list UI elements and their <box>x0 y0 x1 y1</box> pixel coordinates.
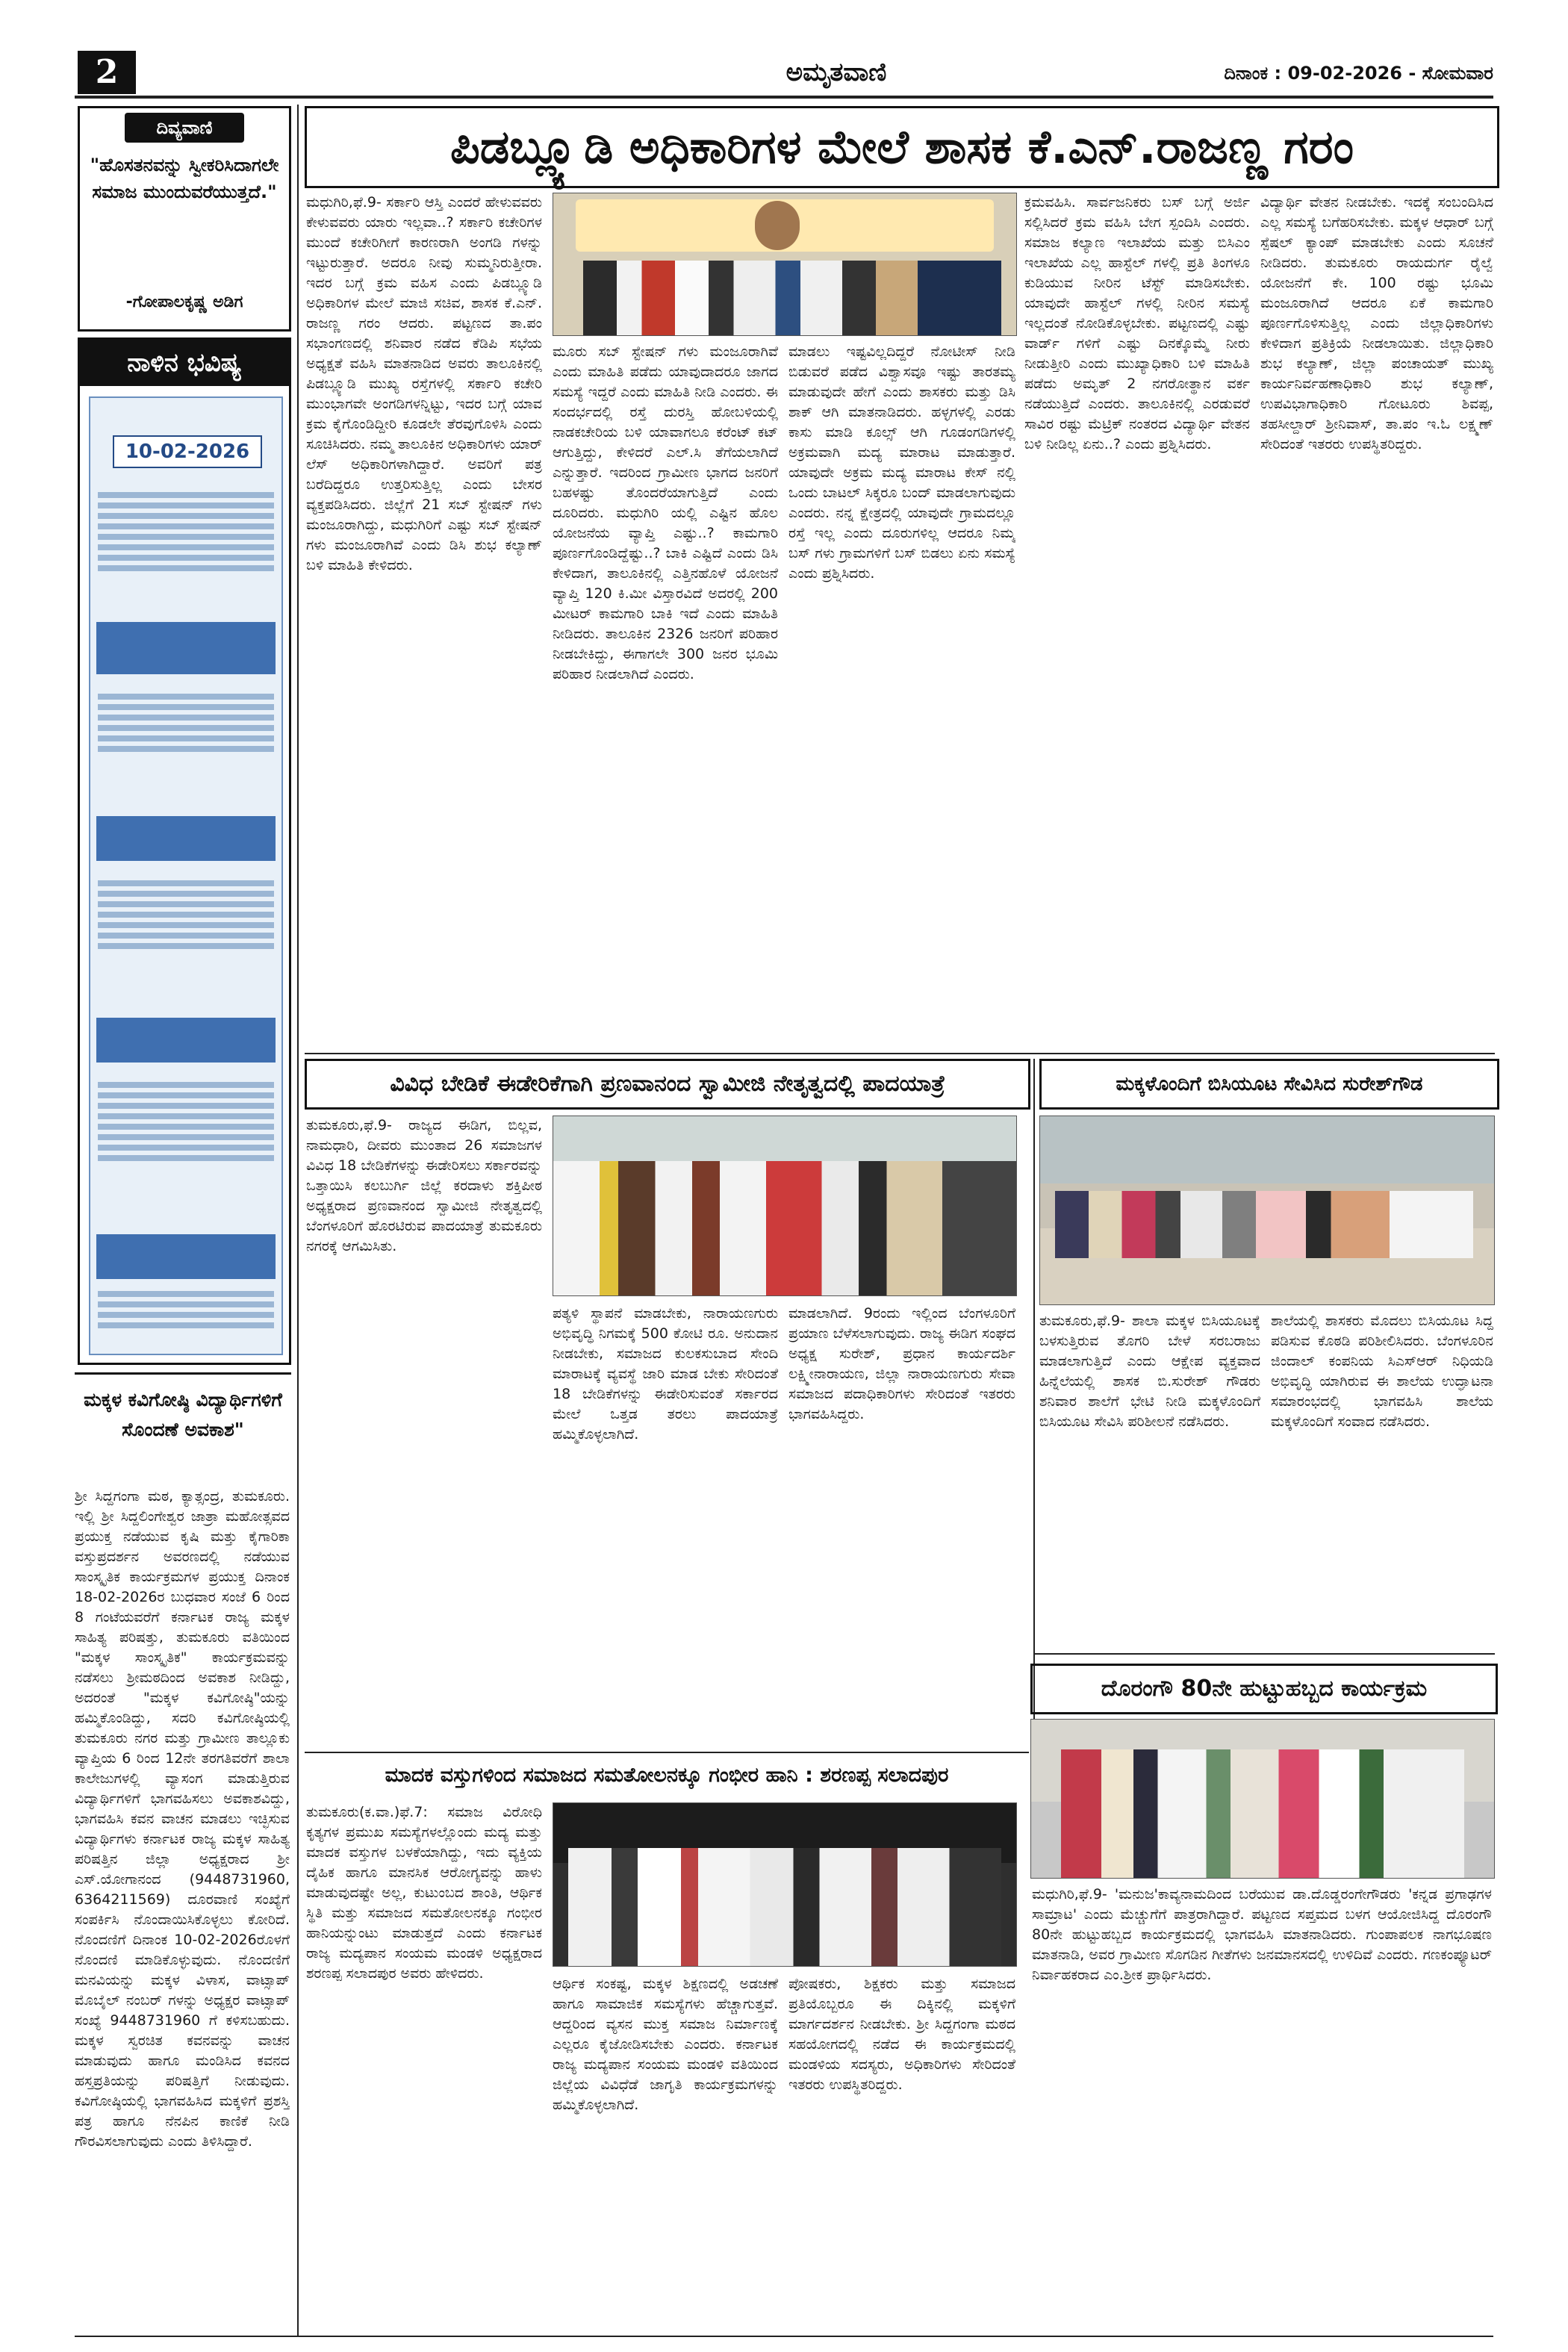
page-bottom-rule <box>75 2336 1493 2337</box>
quote-header: ದಿವ್ಯವಾಣಿ <box>125 113 244 143</box>
story4-photo-people <box>568 1848 1001 1966</box>
main-col-1: ಮಧುಗಿರಿ,ಫೆ.9- ಸರ್ಕಾರಿ ಆಸ್ತಿ ಎಂದರೆ ಹೇಳುವವರು ಕೇಳುವವರು ಯಾರು ಇಲ್ಲವಾ..? ಸರ್ಕಾರಿ ಕಚೇರಿಗಳ ಮುಂದೆ ಕಚೇರಿಗೀಗೆ ಕಾರಣರಾಗಿ ಅಂಗಡಿ ಗಳನ್ನು ಇಟ್ಟುರುತ್ತಾರೆ. ಅದರೂ ನೀವು ಸುಮ್ಮನಿರುತ್ತೀರಾ. ಇದರ ಬಗ್ಗೆ ಕ್ರಮ ವಹಿಸ ಎಂದು ಪಿಡಬ್ಲ್ಯೂಡಿ ಅಧಿಕಾರಿಗಳ ಮೇಲೆ ಮಾಜಿ ಸಚಿವ, ಶಾಸಕ ಕೆ.ಎನ್. ರಾಜಣ್ಣ ಗರಂ ಆದರು. ಪಟ್ಟಣದ ತಾ.ಪಂ ಸಭಾಂಗಣದಲ್ಲಿ ಶನಿವಾರ ನಡೆದ ಕೆಡಿಪಿ ಸಭೆಯ ಅಧ್ಯಕ್ಷತೆ ವಹಿಸಿ ಮಾತನಾಡಿದ ಅವರು ತಾಲೂಕಿನಲ್ಲಿ ಪಿಡಬ್ಲ್ಯೂಡಿ ಮುಖ್ಯ ರಸ್ತೆಗಳಲ್ಲಿ ಸರ್ಕಾರಿ ಕಚೇರಿ ಮುಂಭಾಗವೇ ಅಂಗಡಿಗಳನ್ನಿಟ್ಟು, ಇದರ ಬಗ್ಗೆ ಯಾವ ಕ್ರಮ ಕೈಗೊಂಡಿದ್ದೀರಿ ಕೂಡಲೇ ತೆರವುಗೊಳಿಸಿ ಎಂದು ಸೂಚಿಸಿದರು. ನಮ್ಮ ತಾಲೂಕಿನ ಅಧಿಕಾರಿಗಳು ಯಾರ್ ಲೆಸ್ ಅಧಿಕಾರಿಗಳಾಗಿದ್ದಾರೆ. ಅವರಿಗೆ ಪತ್ರ ಬರೆದಿದ್ದರೂ ಉತ್ತರಿಸುತ್ತಿಲ್ಲ ಎಂದು ಬೇಸರ ವ್ಯಕ್ತಪಡಿಸಿದರು. ಜಿಲ್ಲೆಗೆ 21 ಸಬ್ ಸ್ಟೇಷನ್ ಗಳು ಮಂಜೂರಾಗಿದ್ದು, ಮಧುಗಿರಿಗೆ ಎಷ್ಟು ಸಬ್ ಸ್ಟೇಷನ್ ಗಳು ಮಂಜೂರಾಗಿವೆ ಎಂದು ಡಿಸಿ ಶುಭ ಕಲ್ಯಾಣ್ ಬಳಿ ಮಾಹಿತಿ ಕೇಳಿದರು. <box>306 194 542 573</box>
paper-name: ಅಮೃತವಾಣಿ <box>785 57 887 87</box>
story2-photo-crowd <box>553 1161 1016 1295</box>
kids-headline: ಮಕ್ಕಳ ಕವಿಗೋಷ್ಠಿ ವಿದ್ಯಾರ್ಥಿಗಳಿಗೆ ಸೊಂದಣೆ ಅವಕಾಶ" <box>84 1389 282 1440</box>
story2-col-3: ಮಾಡಲಾಗಿದೆ. 9ರಂದು ಇಲ್ಲಿಂದ ಬೆಂಗಳೂರಿಗೆ ಪ್ರಯಾಣ ಬೆಳೆಸಲಾಗುವುದು. ರಾಜ್ಯ ಈಡಿಗ ಸಂಘದ ಅಧ್ಯಕ್ಷ ಸುರೇಶ್, ಪ್ರಧಾನ ಕಾರ್ಯದರ್ಶಿ ಲಕ್ಷ್ಮೀನಾರಾಯಣ, ಜಿಲ್ಲಾ ನಾರಾಯಣಗುರು ಸೇವಾ ಸಮಾಜದ ಪದಾಧಿಕಾರಿಗಳು ಸೇರಿದಂತೆ ಇತರರು ಭಾಗವಹಿಸಿದ್ದರು. <box>788 1305 1015 1422</box>
horoscope-band-2 <box>96 816 276 861</box>
main-col-2: ಮೂರು ಸಬ್ ಸ್ಟೇಷನ್ ಗಳು ಮಂಜೂರಾಗಿವೆ ಎಂದು ಮಾಹಿತಿ ಪಡೆದು ಯಾವುದಾದರೂ ಜಾಗದ ಸಮಸ್ಯೆ ಇದ್ದರೆ ಎಂದು ಮಾಹಿತಿ ನೀಡಿ ಎಂದರು. ಈ ಸಂದರ್ಭದಲ್ಲಿ ರಸ್ತೆ ದುರಸ್ತಿ ಹೋಬಳಿಯಲ್ಲಿ ನಾಡಕಚೇರಿಯ ಬಳಿ ಯಾವಾಗಲೂ ಕರೆಂಟ್ ಕಟ್ ಆಗುತ್ತಿದ್ದು, ಕೇಳಿದರೆ ಎಲ್.ಸಿ ತೆಗೆಯಲಾಗಿದೆ ಎನ್ನುತ್ತಾರೆ. ಇದರಿಂದ ಗ್ರಾಮೀಣ ಭಾಗದ ಜನರಿಗೆ ಬಹಳಷ್ಟು ತೊಂದರೆಯಾಗುತ್ತಿದೆ ಎಂದು ದೂರಿದರು. ಮಧುಗಿರಿ ಯಲ್ಲಿ ಎಷ್ಟಿನ ಹೊಲ ಯೋಜನೆಯ ವ್ಯಾಪ್ತಿ ಎಷ್ಟು..? ಕಾಮಗಾರಿ ಪೂರ್ಣಗೊಂಡಿದ್ದೆಷ್ಟು..? ಬಾಕಿ ಎಷ್ಟಿದೆ ಎಂದು ಡಿಸಿ ಕೇಳಿದಾಗ, ತಾಲೂಕಿನಲ್ಲಿ ಎತ್ತಿನಹೊಳೆ ಯೋಜನೆ ವ್ಯಾಪ್ತಿ 120 ಕಿ.ಮೀ ವಿಸ್ತಾರವಿದೆ ಅದರಲ್ಲಿ 200 ಮೀಟರ್ ಕಾಮಗಾರಿ ಬಾಕಿ ಇದೆ ಎಂದು ಮಾಹಿತಿ ನೀಡಿದರು. ತಾಲೂಕಿನ 2326 ಜನರಿಗೆ ಪರಿಹಾರ ನೀಡಬೇಕಿದ್ದು, ಈಗಾಗಲೇ 300 ಜನರ ಭೂಮಿ ಪರಿಹಾರ ನೀಡಲಾಗಿದೆ ಎಂದರು. <box>553 343 778 682</box>
sidebar-divider <box>297 105 299 2337</box>
story4-top-rule <box>305 1752 1029 1753</box>
story5-headline-box <box>1030 1664 1498 1714</box>
story4-photo <box>553 1802 1017 1967</box>
date-line: ದಿನಾಂಕ : 09-02-2026 - ಸೋಮವಾರ <box>1224 63 1493 84</box>
main-headline: ಪಿಡಬ್ಲ್ಯೂಡಿ ಅಧಿಕಾರಿಗಳ ಮೇಲೆ ಶಾಸಕ ಕೆ.ಎನ್.ರಾಜಣ್ಣ ಗರಂ <box>449 119 1354 174</box>
story3-headline-box <box>1039 1059 1499 1110</box>
story3-headline: ಮಕ್ಕಳೊಂದಿಗೆ ಬಿಸಿಯೂಟ ಸೇವಿಸಿದ ಸುರೇಶ್‌ಗೌಡ <box>1116 1073 1423 1095</box>
main-photo <box>553 193 1017 336</box>
masthead <box>75 51 1493 96</box>
masthead-rule <box>75 96 1493 99</box>
story4-col-2: ಆರ್ಥಿಕ ಸಂಕಷ್ಟ, ಮಕ್ಕಳ ಶಿಕ್ಷಣದಲ್ಲಿ ಅಡಚಣೆ ಹಾಗೂ ಸಾಮಾಜಿಕ ಸಮಸ್ಯೆಗಳು ಹೆಚ್ಚಾಗುತ್ತವೆ. ಆದ್ದರಿಂದ ವ್ಯಸನ ಮುಕ್ತ ಸಮಾಜ ನಿರ್ಮಾಣಕ್ಕೆ ಎಲ್ಲರೂ ಕೈಜೋಡಿಸಬೇಕು ಎಂದರು. ಕರ್ನಾಟಕ ರಾಜ್ಯ ಮದ್ಯಪಾನ ಸಂಯಮ ಮಂಡಳಿ ವತಿಯಿಂದ ಜಿಲ್ಲೆಯ ವಿವಿಧೆಡೆ ಜಾಗೃತಿ ಕಾರ್ಯಕ್ರಮಗಳನ್ನು ಹಮ್ಮಿಕೊಳ್ಳಲಾಗಿದೆ. <box>553 1976 778 2113</box>
horoscope-band-3 <box>96 1018 276 1063</box>
horoscope-date: 10-02-2026 <box>113 435 262 468</box>
horoscope-band-4 <box>96 1234 276 1279</box>
story3-col-2: ಶಾಲೆಯಲ್ಲಿ ಶಾಸಕರು ಮೊದಲು ಬಿಸಿಯೂಟ ಸಿದ್ದ ಪಡಿಸುವ ಕೊಠಡಿ ಪರಿಶೀಲಿಸಿದರು. ಬೆಂಗಳೂರಿನ ಜಿಂದಾಲ್ ಕಂಪನಿಯ ಸಿಎಸ್ಆರ್ ನಿಧಿಯಡಿ ಅಭಿವೃದ್ಧಿ ಯಾಗಿರುವ ಈ ಶಾಲೆಯ ಉದ್ಘಾಟನಾ ಸಮಾರಂಭದಲ್ಲಿ ಭಾಗವಹಿಸಿ ಶಾಲೆಯ ಮಕ್ಕಳೊಂದಿಗೆ ಸಂವಾದ ನಡೆಸಿದರು. <box>1271 1313 1493 1430</box>
horoscope-lines-1 <box>90 488 281 576</box>
story2-divider <box>1033 1059 1035 1761</box>
main-story-bottom-rule <box>305 1053 1495 1054</box>
main-headline-box <box>305 106 1499 188</box>
main-col-5: ವಿದ್ಯಾರ್ಥಿ ವೇತನ ನೀಡಬೇಕು. ಇದಕ್ಕೆ ಸಂಬಂದಿಸಿದ ಎಲ್ಲ ಸಮಸ್ಯೆ ಬಗೆಹರಿಸಬೇಕು. ಮಕ್ಕಳ ಆಧಾರ್ ಬಗ್ಗೆ ಸ್ಪೆಷಲ್ ಕ್ಯಾಂಪ್ ಮಾಡಬೇಕು ಎಂದು ಸೂಚನೆ ನೀಡಿದರು. ತುಮಕೂರು ರಾಯದುರ್ಗ ರೈಲ್ವೆ ಯೋಜನೆಗೆ ಕೇ. 100 ರಷ್ಟು ಭೂಮಿ ಮಂಜೂರಾಗಿದೆ ಆದರೂ ಏಕೆ ಕಾಮಗಾರಿ ಪೂರ್ಣಗೊಳಿಸುತ್ತಿಲ್ಲ ಎಂದು ಜಿಲ್ಲಾಧಿಕಾರಿಗಳು ಕೇಳಿದಾಗ ಪ್ರತಿಕ್ರಿಯೆ ನೀಡಲಾಯಿತು. ಜಿಲ್ಲಾಧಿಕಾರಿ ಶುಭ ಕಲ್ಯಾಣ್, ಜಿಲ್ಲಾ ಪಂಚಾಯತ್ ಮುಖ್ಯ ಕಾರ್ಯನಿರ್ವಹಣಾಧಿಕಾರಿ ಶುಭ ಕಲ್ಯಾಣ್, ಉಪವಿಭಾಗಾಧಿಕಾರಿ ಗೋಟೂರು ಶಿವಪ್ಪ, ತಹಸೀಲ್ದಾರ್ ಶ್ರೀನಿವಾಸ್, ತಾ.ಪಂ ಇ.ಓ ಲಕ್ಷ್ಮಣ್ ಸೇರಿದಂತೆ ಇತರರು ಉಪಸ್ಥಿತರಿದ್ದರು. <box>1260 194 1493 452</box>
quote-box <box>78 106 291 332</box>
story5-headline: ದೊರಂಗೌ 80ನೇ ಹುಟ್ಟುಹಬ್ಬದ ಕಾರ್ಯಕ್ರಮ <box>1101 1676 1428 1702</box>
horoscope-panel <box>89 396 283 1355</box>
story3-bottom-rule <box>1033 1653 1495 1655</box>
story3-photo <box>1039 1116 1495 1305</box>
story5-photo-people <box>1061 1749 1464 1878</box>
story2-headline-box <box>305 1059 1030 1110</box>
story2-col-2: ಪತ್ಯಳಿ ಸ್ಥಾಪನೆ ಮಾಡಬೇಕು, ನಾರಾಯಣಗುರು ಅಭಿವೃದ್ಧಿ ನಿಗಮಕ್ಕೆ 500 ಕೋಟಿ ರೂ. ಅನುದಾನ ನೀಡಬೇಕು, ಸಮಾಜದ ಕುಲಕಸುಬಾದ ಸೇಂದಿ ಮಾರಾಟಕ್ಕೆ ವ್ಯವಸ್ಥೆ ಜಾರಿ ಮಾಡ ಬೇಕು ಸೇರಿದಂತೆ 18 ಬೇಡಿಕೆಗಳನ್ನು ಈಡೇರಿಸುವಂತೆ ಸರ್ಕಾರದ ಮೇಲೆ ಒತ್ತಡ ತರಲು ಪಾದಯಾತ್ರೆ ಹಮ್ಮಿಕೊಳ್ಳಲಾಗಿದೆ. <box>553 1305 778 1443</box>
kids-body: ಶ್ರೀ ಸಿದ್ದಗಂಗಾ ಮಠ, ಕ್ಯಾತ್ಸಂದ್ರ, ತುಮಕೂರು. ಇಲ್ಲಿ ಶ್ರೀ ಸಿದ್ದಲಿಂಗೇಶ್ವರ ಜಾತ್ರಾ ಮಹೋತ್ಸವದ ಪ್ರಯುಕ್ತ ನಡೆಯುವ ಕೃಷಿ ಮತ್ತು ಕೈಗಾರಿಕಾ ವಸ್ತುಪ್ರದರ್ಶನ ಅವರಣದಲ್ಲಿ ನಡೆಯುವ ಸಾಂಸ್ಕೃತಿಕ ಕಾರ್ಯಕ್ರಮಗಳ ಪ್ರಯುಕ್ತ ದಿನಾಂಕ 18-02-2026ರ ಬುಧವಾರ ಸಂಜೆ 6 ರಿಂದ 8 ಗಂಟೆಯವರೆಗೆ ಕರ್ನಾಟಕ ರಾಜ್ಯ ಮಕ್ಕಳ ಸಾಹಿತ್ಯ ಪರಿಷತ್ತು, ತುಮಕೂರು ವತಿಯಿಂದ "ಮಕ್ಕಳ ಸಾಂಸ್ಕೃತಿಕ" ಕಾರ್ಯಕ್ರಮವನ್ನು ನಡೆಸಲು ಶ್ರೀಮಠದಿಂದ ಅವಕಾಶ ನೀಡಿದ್ದು, ಅದರಂತೆ "ಮಕ್ಕಳ ಕವಿಗೋಷ್ಠಿ"ಯನ್ನು ಹಮ್ಮಿಕೊಂಡಿದ್ದು, ಸದರಿ ಕವಿಗೋಷ್ಠಿಯಲ್ಲಿ ತುಮಕೂರು ನಗರ ಮತ್ತು ಗ್ರಾಮೀಣ ತಾಲ್ಲೂಕು ವ್ಯಾಪ್ತಿಯ 6 ರಿಂದ 12ನೇ ತರಗತಿವರೆಗೆ ಶಾಲಾ ಕಾಲೇಜುಗಳಲ್ಲಿ ವ್ಯಾಸಂಗ ಮಾಡುತ್ತಿರುವ ವಿದ್ಯಾರ್ಥಿಗಳಿಗೆ ಭಾಗವಹಿಸಲು ಅವಕಾಶವಿದ್ದು, ಭಾಗವಹಿಸಿ ಕವನ ವಾಚನ ಮಾಡಲು ಇಚ್ಛಿಸುವ ವಿದ್ಯಾರ್ಥಿಗಳು ಕರ್ನಾಟಕ ರಾಜ್ಯ ಮಕ್ಕಳ ಸಾಹಿತ್ಯ ಪರಿಷತ್ತಿನ ಜಿಲ್ಲಾ ಅಧ್ಯಕ್ಷರಾದ ಶ್ರೀ ಎಸ್.ಯೋಗಾನಂದ (9448731960, 6364211569) ದೂರವಾಣಿ ಸಂಖ್ಯೆಗೆ ಸಂಪರ್ಕಿಸಿ ನೊಂದಾಯಿಸಿಕೊಳ್ಳಲು ಕೋರಿದೆ. ನೊಂದಣಿಗೆ ದಿನಾಂಕ 10-02-2026ರೊಳಗೆ ನೊಂದಣಿ ಮಾಡಿಕೊಳ್ಳುವುದು. ನೊಂದಣಿಗೆ ಮನವಿಯನ್ನು ಮಕ್ಕಳ ವಿಳಾಸ, ವಾಟ್ಸಾಪ್ ಮೊಬೈಲ್ ನಂಬರ್ ಗಳನ್ನು ಅಧ್ಯಕ್ಷರ ವಾಟ್ಸಾಪ್ ಸಂಖ್ಯೆ 9448731960 ಗೆ ಕಳಿಸಬಹುದು. ಮಕ್ಕಳ ಸ್ವರಚಿತ ಕವನವನ್ನು ವಾಚನ ಮಾಡುವುದು ಹಾಗೂ ಮಂಡಿಸಿದ ಕವನದ ಹಸ್ತಪ್ರತಿಯನ್ನು ಪರಿಷತ್ತಿಗೆ ನೀಡುವುದು. ಕವಿಗೋಷ್ಠಿಯಲ್ಲಿ ಭಾಗವಹಿಸಿದ ಮಕ್ಕಳಿಗೆ ಪ್ರಶಸ್ತಿ ಪತ್ರ ಹಾಗೂ ನೆನಪಿನ ಕಾಣಿಕೆ ನೀಡಿ ಗೌರವಿಸಲಾಗುವುದು ಎಂದು ತಿಳಿಸಿದ್ದಾರೆ. <box>75 1488 290 2150</box>
main-col-3: ಮಾಡಲು ಇಷ್ಟವಿಲ್ಲದಿದ್ದರೆ ನೋಟೀಸ್ ನೀಡಿ ಬಿಡುವರೆ ಪಡೆದ ವಿಶ್ವಾಸವೂ ಇಷ್ಟು ತಾರತಮ್ಯ ಮಾಡುವುದೇ ಹೇಗೆ ಎಂದು ಶಾಸಕರು ಮತ್ತು ಡಿಸಿ ಶಾಕ್ ಆಗಿ ಮಾತನಾಡಿದರು. ಹಳ್ಳಗಳಲ್ಲಿ ಎರಡು ಕಾಸು ಮಾಡಿ ಕೂಲ್ಸ್ ಆಗಿ ಗೂಡಂಗಡಿಗಳಲ್ಲಿ ಅಕ್ರಮವಾಗಿ ಮದ್ಯ ಮಾರಾಟ ಮಾಡುತ್ತಾರೆ. ಯಾವುದೇ ಅಕ್ರಮ ಮದ್ಯ ಮಾರಾಟ ಕೇಸ್ ನಲ್ಲಿ ಒಂದು ಬಾಟಲ್ ಸಿಕ್ಕರೂ ಬಂದ್ ಮಾಡಲಾಗುವುದು ಎಂದರು. ನನ್ನ ಕ್ಷೇತ್ರದಲ್ಲಿ ಯಾವುದೇ ಗ್ರಾಮದಲ್ಲೂ ರಸ್ತೆ ಇಲ್ಲ ಎಂದು ದೂರುಗಳಿಲ್ಲ ಆದರೂ ನಿಮ್ಮ ಬಸ್ ಗಳು ಗ್ರಾಮಗಳಿಗೆ ಬಸ್ ಬಿಡಲು ಏನು ಸಮಸ್ಯೆ ಎಂದು ಪ್ರಶ್ನಿಸಿದರು. <box>788 343 1015 582</box>
story4-headline: ಮಾದಕ ವಸ್ತುಗಳಿಂದ ಸಮಾಜದ ಸಮತೋಲನಕ್ಕೂ ಗಂಭೀರ ಹಾನಿ : ಶರಣಪ್ಪ ಸಲಾದಪುರ <box>385 1764 949 1787</box>
story4-col-3: ಪೋಷಕರು, ಶಿಕ್ಷಕರು ಮತ್ತು ಸಮಾಜದ ಪ್ರತಿಯೊಬ್ಬರೂ ಈ ದಿಕ್ಕಿನಲ್ಲಿ ಮಕ್ಕಳಿಗೆ ಮಾರ್ಗದರ್ಶನ ನೀಡಬೇಕು. ಶ್ರೀ ಸಿದ್ದಗಂಗಾ ಮಠದ ಸಹಯೋಗದಲ್ಲಿ ನಡೆದ ಈ ಕಾರ್ಯಕ್ರಮದಲ್ಲಿ ಮಂಡಳಿಯ ಸದಸ್ಯರು, ಅಧಿಕಾರಿಗಳು ಸೇರಿದಂತೆ ಇತರರು ಉಪಸ್ಥಿತರಿದ್ದರು. <box>788 1976 1015 2093</box>
horoscope-lines-2 <box>90 689 281 756</box>
horoscope-lines-3 <box>90 876 281 953</box>
main-photo-portrait <box>755 201 800 250</box>
horoscope-band-1 <box>96 622 276 674</box>
story3-photo-wall <box>1040 1116 1494 1183</box>
kids-poetry-box <box>75 1372 291 2323</box>
story3-photo-kids <box>1055 1191 1473 1258</box>
story2-col-1: ತುಮಕೂರು,ಫೆ.9- ರಾಜ್ಯದ ಈಡಿಗ, ಬಿಲ್ಲವ, ನಾಮಧಾರಿ, ದೀವರು ಮುಂತಾದ 26 ಸಮಾಜಗಳ ವಿವಿಧ 18 ಬೇಡಿಕೆಗಳನ್ನು ಈಡೇರಿಸಲು ಸರ್ಕಾರವನ್ನು ಒತ್ತಾಯಿಸಿ ಕಲಬುರ್ಗಿ ಜಿಲ್ಲೆ ಕರದಾಳು ಶಕ್ತಿಪೀಠ ಅಧ್ಯಕ್ಷರಾದ ಪ್ರಣವಾನಂದ ಸ್ವಾಮೀಜಿ ನೇತೃತ್ವದಲ್ಲಿ ಬೆಂಗಳೂರಿಗೆ ಹೊರಟಿರುವ ಪಾದಯಾತ್ರೆ ತುಮಕೂರು ನಗರಕ್ಕೆ ಆಗಮಿಸಿತು. <box>306 1117 542 1254</box>
story2-headline: ವಿವಿಧ ಬೇಡಿಕೆ ಈಡೇರಿಕೆಗಾಗಿ ಪ್ರಣವಾನಂದ ಸ್ವಾಮೀಜಿ ನೇತೃತ್ವದಲ್ಲಿ ಪಾದಯಾತ್ರೆ <box>390 1071 945 1097</box>
story5-col-1: ಮಧುಗಿರಿ,ಫೆ.9- 'ಮನುಜ'ಕಾವ್ಯನಾಮದಿಂದ ಬರೆಯುವ ಡಾ.ದೊಡ್ಡರಂಗೇಗೌಡರು 'ಕನ್ನಡ ಪ್ರಗಾಢಗಳ ಸಾಮ್ರಾಟ' ಎಂದು ಮೆಚ್ಚುಗೆಗೆ ಪಾತ್ರರಾಗಿದ್ದಾರೆ. ಪಟ್ಟಣದ ಸಪ್ತಮದ ಬಳಗ ಆಯೋಜಿಸಿದ್ದ ದೊರಂಗೌ 80ನೇ ಹುಟ್ಟುಹಬ್ಬದ ಕಾರ್ಯಕ್ರಮದಲ್ಲಿ ಭಾಗವಹಿಸಿ ಮಾತನಾಡಿದರು. ಗುಂಪಾಪಲಕ ನಾಗಭೂಷಣ ಮಾತನಾಡಿ, ಅವರ ಗ್ರಾಮೀಣ ಸೊಗಡಿನ ಗೀತೆಗಳು ಜನಮಾನಸದಲ್ಲಿ ಉಳಿದಿವೆ ಎಂದರು. ಗಣಕಂಪ್ಯೂಟರ್ ನಿರ್ವಾಹಕರಾದ ಎಂ.ಶ್ರೀಕ ಪ್ರಾರ್ಥಿಸಿದರು. <box>1032 1886 1492 1983</box>
horoscope-lines-5 <box>90 1287 281 1333</box>
quote-author: -ಗೋಪಾಲಕೃಷ್ಣ ಅಡಿಗ <box>125 293 243 311</box>
quote-text: "ಹೊಸತನವನ್ನು ಸ್ವೀಕರಿಸಿದಾಗಲೇ ಸಮಾಜ ಮುಂದುವರೆಯುತ್ತದೆ." <box>90 155 279 202</box>
story3-col-1: ತುಮಕೂರು,ಫೆ.9- ಶಾಲಾ ಮಕ್ಕಳ ಬಿಸಿಯೂಟಕ್ಕೆ ಬಳಸುತ್ತಿರುವ ತೊಗರಿ ಬೇಳೆ ಸರಬರಾಜು ಮಾಡಲಾಗುತ್ತಿದೆ ಎಂದು ಆಕ್ಷೇಪ ವ್ಯಕ್ತವಾದ ಹಿನ್ನೆಲೆಯಲ್ಲಿ ಶಾಸಕ ಬಿ.ಸುರೇಶ್ ಗೌಡರು ಶನಿವಾರ ಶಾಲೆಗೆ ಭೇಟಿ ನೀಡಿ ಮಕ್ಕಳೊಂದಿಗೆ ಬಿಸಿಯೂಟ ಸೇವಿಸಿ ಪರಿಶೀಲನೆ ನಡೆಸಿದರು. <box>1039 1313 1260 1430</box>
page-number: 2 <box>78 51 136 94</box>
main-col-4: ಕ್ರಮವಹಿಸಿ. ಸಾರ್ವಜನಿಕರು ಬಸ್ ಬಗ್ಗೆ ಅರ್ಜಿ ಸಲ್ಲಿಸಿದರೆ ಕ್ರಮ ವಹಿಸಿ ಬೇಗ ಸ್ಪಂದಿಸಿ ಎಂದರು. ಸಮಾಜ ಕಲ್ಯಾಣ ಇಲಾಖೆಯ ಮತ್ತು ಬಿಸಿಎಂ ಇಲಾಖೆಯ ಎಲ್ಲ ಹಾಸ್ಟೆಲ್ ಗಳಲ್ಲಿ ಪ್ರತಿ ತಿಂಗಳೂ ಕುಡಿಯುವ ನೀರಿನ ಟೆಸ್ಟ್ ಮಾಡಿಸಬೇಕು. ಯಾವುದೇ ಹಾಸ್ಟೆಲ್ ಗಳಲ್ಲಿ ನೀರಿನ ಸಮಸ್ಯೆ ಇಲ್ಲದಂತೆ ನೋಡಿಕೊಳ್ಳಬೇಕು. ಪಟ್ಟಣದಲ್ಲಿ ಎಷ್ಟು ವಾರ್ಡ್ ಗಳಿಗೆ ಎಷ್ಟು ದಿನಕ್ಕೊಮ್ಮೆ ನೀರು ನೀಡುತ್ತೀರಿ ಎಂದು ಮುಖ್ಯಾಧಿಕಾರಿ ಬಳಿ ಮಾಹಿತಿ ಪಡೆದು ಅಮೃತ್ 2 ನಗರೋತ್ಥಾನ ವರ್ಕ ನಡೆಯುತ್ತಿದೆ ಎಂದರು. ತಾಲೂಕಿನಲ್ಲಿ ಎರಡುವರೆ ಸಾವಿರ ರಷ್ಟು ಮೆಟ್ರಿಕ್ ನಂತರದ ವಿದ್ಯಾರ್ಥಿ ವೇತನ ಬಳಿ ನೀಡಿಲ್ಲ ಏನು..? ಎಂದು ಪ್ರಶ್ನಿಸಿದರು. <box>1024 194 1250 452</box>
horoscope-box <box>78 337 291 1365</box>
story5-photo <box>1030 1719 1495 1879</box>
story2-photo <box>553 1116 1017 1296</box>
horoscope-lines-4 <box>90 1077 281 1166</box>
horoscope-header: ನಾಳಿನ ಭವಿಷ್ಯ <box>80 340 289 386</box>
main-photo-people <box>583 261 1001 335</box>
story4-col-1: ತುಮಕೂರು(ಕ.ವಾ.)ಫೆ.7: ಸಮಾಜ ವಿರೋಧಿ ಕೃತ್ಯಗಳ ಪ್ರಮುಖ ಸಮಸ್ಯೆಗಳಲ್ಲೊಂದು ಮದ್ಯ ಮತ್ತು ಮಾದಕ ವಸ್ತುಗಳ ಬಳಕೆಯಾಗಿದ್ದು, ಇದು ವ್ಯಕ್ತಿಯ ದೈಹಿಕ ಹಾಗೂ ಮಾನಸಿಕ ಆರೋಗ್ಯವನ್ನು ಹಾಳು ಮಾಡುವುದಷ್ಟೇ ಅಲ್ಲ, ಕುಟುಂಬದ ಶಾಂತಿ, ಆರ್ಥಿಕ ಸ್ಥಿತಿ ಮತ್ತು ಸಮಾಜದ ಸಮತೋಲನಕ್ಕೂ ಗಂಭೀರ ಹಾನಿಯನ್ನುಂಟು ಮಾಡುತ್ತದೆ ಎಂದು ಕರ್ನಾಟಕ ರಾಜ್ಯ ಮದ್ಯಪಾನ ಸಂಯಮ ಮಂಡಳಿ ಅಧ್ಯಕ್ಷರಾದ ಶರಣಪ್ಪ ಸಲಾದಪುರ ಅವರು ಹೇಳಿದರು. <box>306 1804 542 1982</box>
